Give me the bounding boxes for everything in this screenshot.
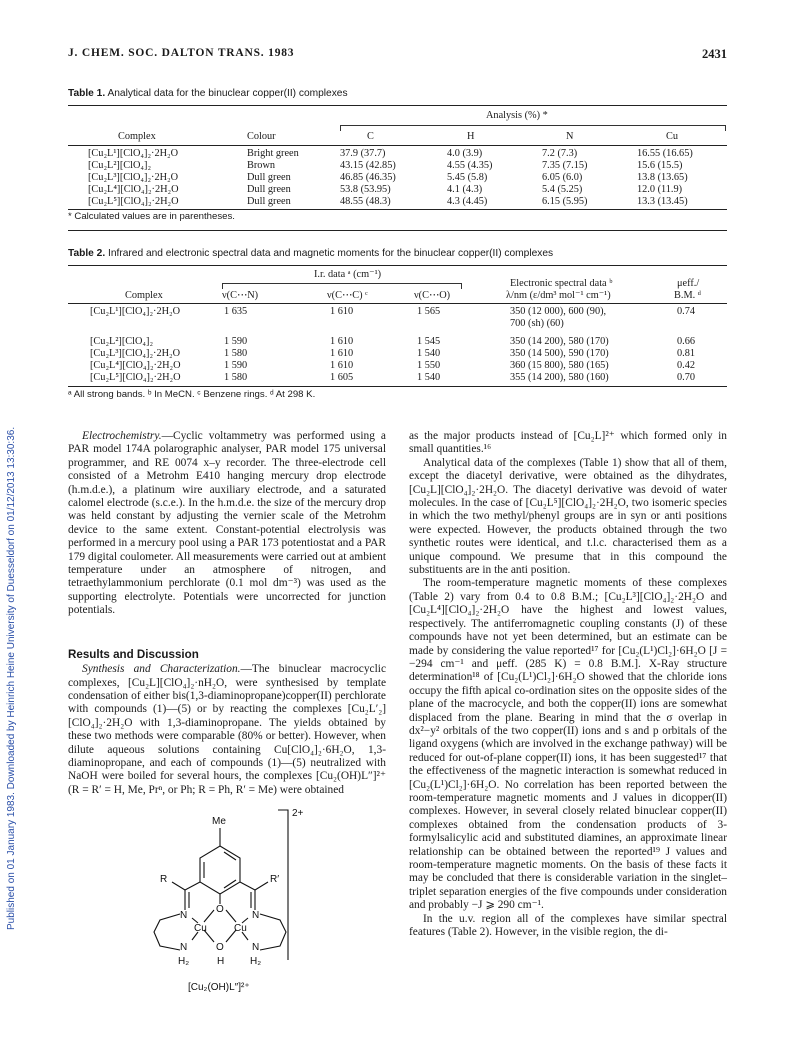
table2-cell: 360 (15 800), 580 (165): [510, 360, 609, 371]
table1-cell: 6.15 (5.95): [542, 196, 588, 207]
synthesis-paragraph: [68, 663, 386, 797]
table1-caption-label: Table 1.: [68, 88, 106, 99]
table1-top-rule: [68, 105, 727, 106]
table1-cell: [Cu₂L³][ClO₄]₂·2H₂O: [88, 172, 179, 183]
table2-cell: 1 610: [330, 348, 354, 359]
structure-r: R: [160, 874, 168, 885]
table2-cell: 0.74: [677, 306, 696, 317]
table2-header-electronic: Electronic spectral data ᵇ: [510, 278, 613, 289]
structure-h2-right: H₂: [250, 956, 262, 967]
table2-top-rule: [68, 265, 727, 266]
structure-cu-right: Cu: [234, 923, 247, 934]
structure-r-prime: R′: [270, 874, 280, 885]
cu-o-bond: [204, 910, 214, 922]
synthesis-text: —The binuclear macrocyclic complexes, [Cu₂L][ClO₄]₂·nH₂O, were synthesised by template condensation of either bis(1,3-diaminopropane)copper(II) perchlorate with compounds (1)—(5) or by reacting the complexes [Cu₂L′₂][ClO₄]₂·2H₂O with 1,3-diaminopropane. The yields obtained by these two methods were comparable (80% or better). However, when dilute aqueous solutions containing Cu[ClO₄]₂·6H₂O, 1,3-diaminopropane, and each of compounds (1)—(5) neutralized with NaOH were boiled for several hours, the complexes [Cu₂(OH)L″]²⁺ (R = R′ = H, Me, Prⁿ, or Ph; R = Ph, R′ = Me) were obtained: [68, 663, 386, 796]
table1-cell: 37.9 (37.7): [340, 148, 386, 159]
table2-cell: 0.42: [677, 360, 696, 371]
table1-cell: [Cu₂L¹][ClO₄]₂·2H₂O: [88, 148, 179, 159]
right-paragraph-2: Analytical data of the complexes (Table 1) show that all of them, except the diacetyl derivative, were obtained as the dihydrates, [Cu₂L][ClO₄]₂·2H₂O. The diacetyl derivative was devoid of water molecules. In the case of [Cu₂L⁵][ClO₄]₂·2H₂O, two isomeric species in which the two methyl/phenyl groups are in syn or anti positions were expected. However, the products obtained through the two synthetic routes were identical, and t.l.c. characterised them as a unique compound. We presume that in this compound the substituents are in the anti position.: [409, 456, 727, 577]
table1-cell: Dull green: [247, 196, 291, 207]
table1-cell: [Cu₂L⁴][ClO₄]₂·2H₂O: [88, 184, 179, 195]
table2-cell: 0.70: [677, 372, 696, 383]
running-header: [68, 47, 727, 65]
table1-cell: Dull green: [247, 172, 291, 183]
electrochemistry-text: —Cyclic voltammetry was performed using a PAR model 174A polarographic analyser, PAR model 175 universal programmer, and RE 0074 x–y recorder. The three-electrode cell consisted of a Metrohm E410 hanging mercury drop electrode (h.m.d.e.), a platinum wire auxiliary electrode, and a saturated calomel electrode (s.c.e.). In the h.m.d.e. the size of the mercury drop was held constant by adjusting the vernier scale of the Metrohm device to the same extent. Constant-potential electrolysis was performed in a mercury pool using a PAR 173 potentiostat and a PAR 179 digital coulometer. All measurements were carried out at ambient temperature under an atmosphere of nitrogen, and tetraethylammonium perchlorate (0.1 mol dm⁻³) was used as the supporting electrolyte. Potentials were uncorrected for junction potentials.: [68, 430, 386, 617]
table2-caption: [68, 248, 553, 259]
structure-o-bottom: O: [216, 942, 224, 953]
table2-cell: 350 (14 500), 590 (170): [510, 348, 609, 359]
table2-cell: 350 (14 200), 580 (170): [510, 336, 609, 347]
table1-cell: Dull green: [247, 184, 291, 195]
table2-header-mu-unit: B.M. ᵈ: [674, 290, 701, 301]
table2-cell: 1 610: [330, 306, 354, 317]
table1-header-colour: Colour: [247, 131, 276, 142]
electrochemistry-paragraph: [68, 430, 386, 618]
table1-cell: 15.6 (15.5): [637, 160, 683, 171]
table2-cell: 1 590: [224, 360, 248, 371]
table2-cell: 1 540: [417, 372, 441, 383]
table1-cell: 53.8 (53.95): [340, 184, 391, 195]
table1-header-n: N: [566, 131, 574, 142]
table2-cell: 1 610: [330, 360, 354, 371]
structure-label: [Cu₂(OH)L″]²⁺: [188, 982, 250, 993]
table2-cell: [Cu₂L⁵][ClO₄]₂·2H₂O: [90, 372, 181, 383]
table1-cell: [Cu₂L²][ClO₄]₂: [88, 160, 152, 171]
table1-cell: 13.3 (13.45): [637, 196, 688, 207]
table2-cell: [Cu₂L⁴][ClO₄]₂·2H₂O: [90, 360, 181, 371]
download-stamp: [2, 130, 22, 930]
table1-footnote: * Calculated values are in parentheses.: [68, 211, 235, 222]
table1-header-rule: [68, 145, 727, 146]
right-paragraph-3: The room-temperature magnetic moments of these complexes (Table 2) vary from 0.4 to 0.8 B.M.; [Cu₂L³][ClO₄]₂·2H₂O and [Cu₂L⁴][ClO₄]₂·2H₂O have the highest and lowest values, respectively. The antiferromagnetic coupling constants (J) of these compounds have not yet been determined, but an estimate can be made by considering the value reported¹⁷ for [Cu₂(L¹)Cl₂]·6H₂O [J = −294 cm⁻¹ and μeff. (285 K) = 0.8 B.M.]. X-Ray structure determination¹⁸ of [Cu₂(L¹)Cl₂]·6H₂O showed that the chloride ions occupy the fifth apical co-ordination sites on the opposite sides of the plane of the macrocycle, and both the copper(II) ions are somewhat displaced from the plane. Bearing in mind that the σ overlap in dx²−y² orbitals of the two copper(II) ions and s and p orbitals of the ligand oxygens (which are involved in the exchange pathway) will be reduced for out-of-plane copper(II) ions, it has been suggested¹⁷ that the effectiveness of the magnetic interaction is somewhat reduced in [Cu₂(L¹)Cl₂]·6H₂O. No correlation has been reported between the room-temperature magnetic moments and J values in dicopper(II) complexes. However, in several closely related binuclear copper(II) complexes obtained from the condensation products of 3-formylsalicylic acid and substituted diamines, an approximate linear relationship can be obtained between the reported¹⁹ J values and room-temperature magnetic moments. On the basis of these facts it may be concluded that there is considerable variation in the singlet–triplet separation energies of the five compounds under consideration and probably −J ⩾ 290 cm⁻¹.: [409, 577, 727, 912]
imine-arm-right: [240, 882, 255, 890]
structure-n-top-right: N: [252, 910, 260, 921]
charge-bracket: [278, 810, 288, 960]
table2-cell: [Cu₂L³][ClO₄]₂·2H₂O: [90, 348, 181, 359]
structure-n-bottom-left: N: [180, 942, 188, 953]
table2-footnote: ᵃ All strong bands. ᵇ In MeCN. ᶜ Benzene rings. ᵈ At 298 K.: [68, 389, 316, 400]
table1-cell: 5.4 (5.25): [542, 184, 583, 195]
table2-cell: 1 635: [224, 306, 248, 317]
table2-cell: 1 545: [417, 336, 441, 347]
cu-o-bond: [226, 910, 236, 922]
table2-cell: 700 (sh) (60): [510, 318, 564, 329]
table2-group-brace: [222, 283, 462, 289]
table1-cell: 6.05 (6.0): [542, 172, 583, 183]
table2-header-mu: μeff./: [677, 278, 700, 289]
table1-group-header: Analysis (%) *: [486, 110, 548, 121]
r-bond-right: [255, 882, 268, 890]
table2-header-rule: [68, 303, 727, 304]
structure-h-mid: H: [217, 956, 225, 967]
right-paragraph-4: In the u.v. region all of the complexes have similar spectral features (Table 2). However, in the visible region, the di-: [409, 912, 727, 939]
benzene-ring: [200, 846, 240, 894]
table1-cell: 5.45 (5.8): [447, 172, 488, 183]
table1-cell: 16.55 (16.65): [637, 148, 693, 159]
table2-separator-rule: [68, 230, 727, 231]
table1-cell: 43.15 (42.85): [340, 160, 396, 171]
table1-cell: 48.55 (48.3): [340, 196, 391, 207]
page-number: 2431: [702, 47, 727, 61]
journal-title: J. CHEM. SOC. DALTON TRANS. 1983: [68, 47, 295, 59]
table1-cell: 12.0 (11.9): [637, 184, 683, 195]
table1-caption-text: Analytical data for the binuclear copper(II) complexes: [107, 88, 348, 99]
table1-cell: 4.3 (4.45): [447, 196, 488, 207]
r-bond-left: [172, 882, 185, 890]
table1-header-complex: Complex: [118, 131, 156, 142]
table2-header-co: ν(C⋯O): [414, 290, 451, 301]
propane-chain-left: [154, 914, 180, 950]
structure-cu-left: Cu: [194, 923, 207, 934]
table1-cell: Bright green: [247, 148, 299, 159]
table1-cell: 4.1 (4.3): [447, 184, 483, 195]
table2-cell: 1 610: [330, 336, 354, 347]
structure-o-top: O: [216, 904, 224, 915]
table2-cell: 350 (12 000), 600 (90),: [510, 306, 607, 317]
structure-n-bottom-right: N: [252, 942, 260, 953]
table1-cell: Brown: [247, 160, 276, 171]
table2-cell: 355 (14 200), 580 (160): [510, 372, 609, 383]
results-heading: Results and Discussion: [68, 647, 199, 661]
right-column: [409, 430, 727, 939]
table2-cell: 0.66: [677, 336, 696, 347]
table2-cell: 0.81: [677, 348, 696, 359]
ring-double-bond: [224, 852, 236, 860]
table1-cell: 7.35 (7.15): [542, 160, 588, 171]
structure-n-top-left: N: [180, 910, 188, 921]
table1-cell: 4.0 (3.9): [447, 148, 483, 159]
table1-header-cu: Cu: [666, 131, 679, 142]
table2-cell: [Cu₂L¹][ClO₄]₂·2H₂O: [90, 306, 181, 317]
table2-header-electronic-unit: λ/nm (ε/dm³ mol⁻¹ cm⁻¹): [506, 290, 611, 301]
table2-header-cc: ν(C⋯C) ᶜ: [327, 290, 368, 301]
ring-double-bond: [224, 880, 236, 888]
propane-chain-right: [260, 914, 286, 950]
table1-caption: [68, 88, 348, 99]
synthesis-lead: Synthesis and Characterization.: [82, 663, 241, 676]
table1-header-c: C: [367, 131, 374, 142]
table1-cell: 13.8 (13.65): [637, 172, 688, 183]
table1-bottom-rule: [68, 209, 727, 210]
table2-cell: 1 605: [330, 372, 354, 383]
structure-h2-left: H₂: [178, 956, 190, 967]
structure-me: Me: [212, 816, 226, 827]
right-paragraph-1: as the major products instead of [Cu₂L]²⁺ which formed only in small quantities.¹⁶: [409, 430, 727, 456]
structure-charge: 2+: [292, 808, 304, 819]
imine-arm-left: [185, 882, 200, 890]
table1-cell: 4.55 (4.35): [447, 160, 493, 171]
table2-header-cn: ν(C⋯N): [222, 290, 259, 301]
table2-cell: 1 550: [417, 360, 441, 371]
download-stamp-text: Published on 01 January 1983. Downloaded by Heinrich Heine University of Duesseldorf on 01/12/2013 13:30:36.: [6, 426, 17, 930]
table2-cell: 1 590: [224, 336, 248, 347]
table1-cell: 7.2 (7.3): [542, 148, 578, 159]
table2-header-complex: Complex: [125, 290, 163, 301]
electrochemistry-lead: Electrochemistry.: [82, 430, 162, 442]
left-column: [68, 430, 386, 797]
table2-cell: [Cu₂L²][ClO₄]₂: [90, 336, 154, 347]
table2-caption-text: Infrared and electronic spectral data and magnetic moments for the binuclear copper(II) complexes: [108, 248, 554, 259]
table1-header-h: H: [467, 131, 475, 142]
table2-cell: 1 580: [224, 348, 248, 359]
table2-cell: 1 540: [417, 348, 441, 359]
chemical-structure: [130, 800, 330, 1030]
table1-cell: [Cu₂L⁵][ClO₄]₂·2H₂O: [88, 196, 179, 207]
table2-group-header: I.r. data ᵃ (cm⁻¹): [314, 269, 382, 280]
table2-cell: 1 565: [417, 306, 441, 317]
table2-bottom-rule: [68, 386, 727, 387]
table2-cell: 1 580: [224, 372, 248, 383]
table2-caption-label: Table 2.: [68, 248, 106, 259]
table1-cell: 46.85 (46.35): [340, 172, 396, 183]
